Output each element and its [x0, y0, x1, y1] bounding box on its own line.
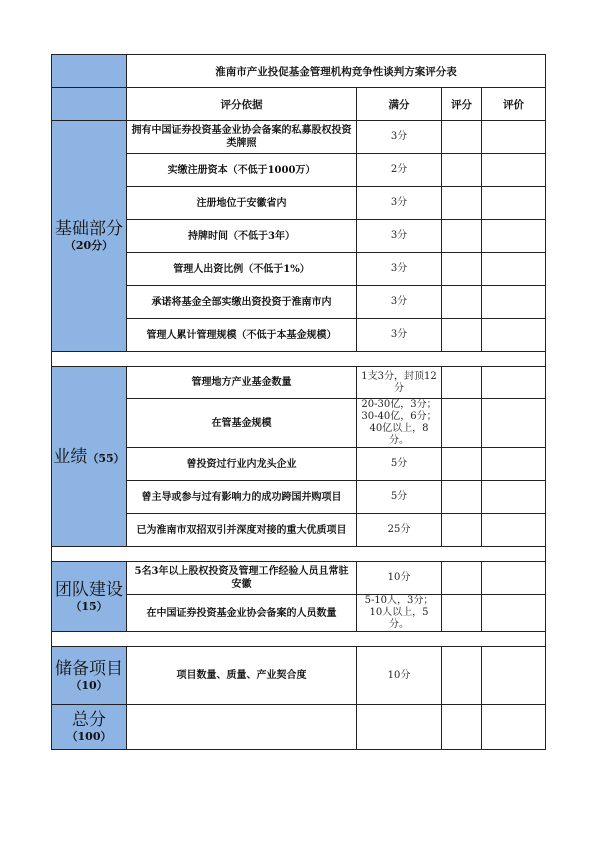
score-input-cell[interactable]	[442, 481, 482, 514]
full-score-cell	[357, 705, 442, 750]
category-total	[52, 705, 127, 750]
score-input-cell[interactable]	[442, 367, 482, 399]
score-input-cell[interactable]	[442, 705, 482, 750]
evaluation-input-cell[interactable]	[482, 367, 546, 399]
category-name: 储备项目	[55, 658, 123, 679]
score-input-cell[interactable]	[442, 595, 482, 632]
full-score-cell: 5分	[357, 448, 442, 481]
full-score-cell: 10分	[357, 647, 442, 705]
title-row-category-cell	[52, 55, 127, 88]
header-basis: 评分依据	[127, 88, 357, 121]
criterion-cell: 5名3年以上股权投资及管理工作经验人员且常驻安徽	[127, 562, 357, 595]
evaluation-input-cell[interactable]	[482, 319, 546, 352]
evaluation-input-cell[interactable]	[482, 448, 546, 481]
criterion-cell: 项目数量、质量、产业契合度	[127, 647, 357, 705]
separator-cell	[52, 632, 546, 647]
full-score-cell: 3分	[357, 286, 442, 319]
score-input-cell[interactable]	[442, 319, 482, 352]
score-input-cell[interactable]	[442, 121, 482, 154]
table-row	[52, 253, 546, 286]
score-input-cell[interactable]	[442, 647, 482, 705]
table-row	[52, 705, 546, 750]
evaluation-input-cell[interactable]	[482, 220, 546, 253]
criterion-cell: 已为淮南市双招双引并深度对接的重大优质项目	[127, 514, 357, 547]
title-row	[52, 55, 546, 88]
category-name: 总分	[72, 710, 106, 730]
header-row-category-cell	[52, 88, 127, 121]
score-input-cell[interactable]	[442, 253, 482, 286]
category-score: （15）	[70, 599, 108, 613]
header-evaluation: 评价	[482, 88, 546, 121]
criterion-cell: 注册地位于安徽省内	[127, 187, 357, 220]
evaluation-input-cell[interactable]	[482, 514, 546, 547]
score-input-cell[interactable]	[442, 399, 482, 448]
scoring-sheet	[51, 54, 545, 750]
criterion-cell: 持牌时间（不低于3年）	[127, 220, 357, 253]
full-score-cell: 25分	[357, 514, 442, 547]
criterion-cell: 在中国证券投资基金业协会备案的人员数量	[127, 595, 357, 632]
criterion-cell: 曾投资过行业内龙头企业	[127, 448, 357, 481]
evaluation-input-cell[interactable]	[482, 154, 546, 187]
table-row	[52, 647, 546, 705]
evaluation-input-cell[interactable]	[482, 187, 546, 220]
full-score-cell: 3分	[357, 187, 442, 220]
table-row	[52, 399, 546, 448]
full-score-cell: 3分	[357, 319, 442, 352]
category-score: （55）	[87, 451, 125, 465]
criterion-cell: 实缴注册资本（不低于1000万）	[127, 154, 357, 187]
evaluation-input-cell[interactable]	[482, 286, 546, 319]
category-score: （10）	[70, 678, 108, 692]
category-name: 团队建设	[55, 579, 123, 600]
score-input-cell[interactable]	[442, 514, 482, 547]
full-score-cell: 3分	[357, 121, 442, 154]
table-row	[52, 514, 546, 547]
score-input-cell[interactable]	[442, 220, 482, 253]
score-input-cell[interactable]	[442, 562, 482, 595]
criterion-cell: 在管基金规模	[127, 399, 357, 448]
table-row	[52, 286, 546, 319]
criterion-cell: 曾主导或参与过有影响力的成功跨国并购项目	[127, 481, 357, 514]
full-score-cell: 5-10人，3分；10人以上，5分。	[357, 595, 442, 632]
evaluation-input-cell[interactable]	[482, 647, 546, 705]
criterion-cell: 承诺将基金全部实缴出资投资于淮南市内	[127, 286, 357, 319]
table-row	[52, 448, 546, 481]
category-performance	[52, 367, 127, 547]
full-score-cell: 3分	[357, 220, 442, 253]
table-row	[52, 595, 546, 632]
header-full-score: 满分	[357, 88, 442, 121]
score-input-cell[interactable]	[442, 448, 482, 481]
category-team	[52, 562, 127, 632]
category-reserve-projects	[52, 647, 127, 705]
criterion-cell: 管理人出资比例（不低于1%）	[127, 253, 357, 286]
evaluation-input-cell[interactable]	[482, 562, 546, 595]
separator-cell	[52, 547, 546, 562]
score-input-cell[interactable]	[442, 154, 482, 187]
category-score: （100）	[66, 730, 112, 743]
table-row	[52, 319, 546, 352]
score-input-cell[interactable]	[442, 286, 482, 319]
full-score-cell: 10分	[357, 562, 442, 595]
separator-row	[52, 547, 546, 562]
header-row	[52, 88, 546, 121]
table-row	[52, 154, 546, 187]
separator-cell	[52, 352, 546, 367]
evaluation-input-cell[interactable]	[482, 253, 546, 286]
evaluation-input-cell[interactable]	[482, 705, 546, 750]
separator-row	[52, 352, 546, 367]
evaluation-input-cell[interactable]	[482, 595, 546, 632]
full-score-cell: 1支3分，封顶12分	[357, 367, 442, 399]
criterion-cell: 管理地方产业基金数量	[127, 367, 357, 399]
evaluation-input-cell[interactable]	[482, 399, 546, 448]
table-row	[52, 220, 546, 253]
category-score: （20分）	[64, 239, 114, 252]
table-row	[52, 367, 546, 399]
criterion-cell: 拥有中国证券投资基金业协会备案的私募股权投资类牌照	[127, 121, 357, 154]
scoring-table	[51, 54, 546, 750]
evaluation-input-cell[interactable]	[482, 481, 546, 514]
table-row	[52, 187, 546, 220]
score-input-cell[interactable]	[442, 187, 482, 220]
full-score-cell: 3分	[357, 253, 442, 286]
separator-row	[52, 632, 546, 647]
table-row	[52, 121, 546, 154]
criterion-cell	[127, 705, 357, 750]
header-score: 评分	[442, 88, 482, 121]
category-basic	[52, 121, 127, 352]
category-name: 基础部分	[55, 219, 123, 239]
full-score-cell: 5分	[357, 481, 442, 514]
table-row	[52, 481, 546, 514]
table-row	[52, 562, 546, 595]
criterion-cell: 管理人累计管理规模（不低于本基金规模）	[127, 319, 357, 352]
evaluation-input-cell[interactable]	[482, 121, 546, 154]
full-score-cell: 20-30亿，3分；30-40亿，6分；40亿以上，8分。	[357, 399, 442, 448]
full-score-cell: 2分	[357, 154, 442, 187]
table-title: 淮南市产业投促基金管理机构竞争性谈判方案评分表	[127, 55, 546, 88]
category-name: 业绩	[53, 446, 88, 467]
